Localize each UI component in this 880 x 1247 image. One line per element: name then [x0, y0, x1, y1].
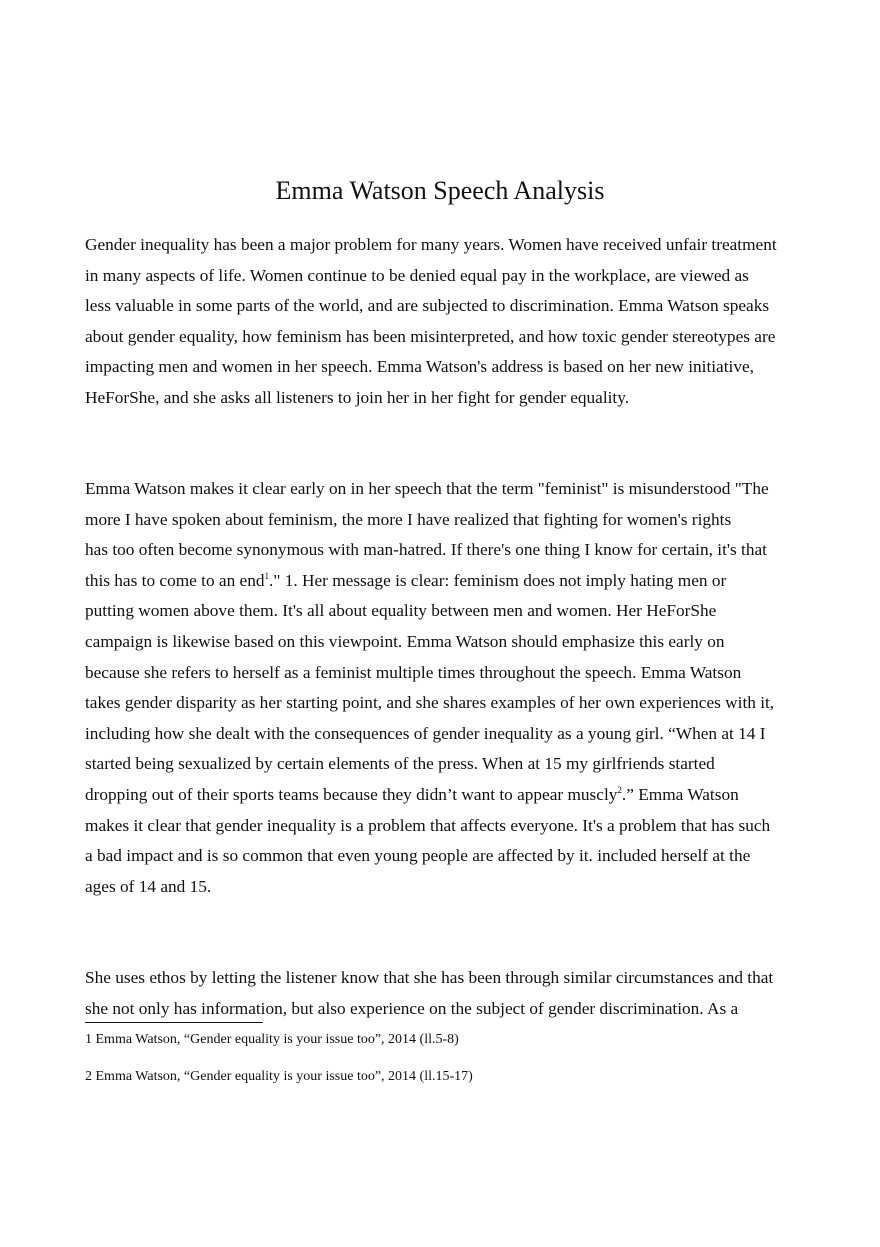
paragraph-line: a bad impact and is so common that even young people are affected by it. included herself at the [85, 846, 751, 866]
paragraph-line: she not only has information, but also experience on the subject of gender discrimination. As a [85, 998, 739, 1018]
footnote-2: 2 Emma Watson, “Gender equality is your issue too”, 2014 (ll.15-17) [85, 1069, 473, 1084]
document-title: Emma Watson Speech Analysis [275, 176, 605, 205]
footnote-divider [85, 1022, 263, 1023]
paragraph-feminism [85, 474, 800, 902]
line-text: this has to come to an end [85, 570, 265, 590]
paragraph-line: because she refers to herself as a feminist multiple times throughout the speech. Emma Watson [85, 662, 742, 682]
paragraph-line: less valuable in some parts of the world, and are subjected to discrimination. Emma Watson speaks [85, 296, 770, 316]
paragraph-line [85, 566, 800, 597]
footnote-1: 1 Emma Watson, “Gender equality is your issue too”, 2014 (ll.5-8) [85, 1032, 459, 1047]
paragraph-line: including how she dealt with the consequences of gender inequality as a young girl. “When at 14 I [85, 723, 766, 743]
paragraph-line: campaign is likewise based on this viewpoint. Emma Watson should emphasize this early on [85, 631, 725, 651]
paragraph-line: about gender equality, how feminism has been misinterpreted, and how toxic gender stereotypes are [85, 326, 776, 346]
paragraph-line: putting women above them. It's all about equality between men and women. Her HeForShe [85, 601, 717, 621]
paragraph-line: Emma Watson makes it clear early on in her speech that the term "feminist" is misunderstood "The [85, 479, 769, 498]
paragraph-line: has too often become synonymous with man-hatred. If there's one thing I know for certain, it's that [85, 540, 767, 560]
line-text: ." 1. Her message is clear: feminism does not imply hating men or [269, 570, 727, 590]
line-text: .” Emma Watson [621, 784, 739, 804]
paragraph-line: She uses ethos by letting the listener know that she has been through similar circumstances and that [85, 968, 774, 987]
paragraph-line: takes gender disparity as her starting point, and she shares examples of her own experiences with it, [85, 693, 775, 713]
paragraph-line: Gender inequality has been a major problem for many years. Women have received unfair treatment [85, 235, 777, 254]
paragraph-line: more I have spoken about feminism, the more I have realized that fighting for women's rights [85, 509, 732, 529]
paragraph-line: ages of 14 and 15. [85, 876, 212, 896]
paragraph-line: impacting men and women in her speech. Emma Watson's address is based on her new initiative, [85, 357, 754, 377]
paragraph-intro [85, 230, 800, 414]
paragraph-line: started being sexualized by certain elements of the press. When at 15 my girlfriends started [85, 754, 715, 774]
paragraph-ethos [85, 963, 800, 1024]
footnote-reference-1[interactable]: 1 [264, 570, 269, 581]
paragraph-line: makes it clear that gender inequality is a problem that affects everyone. It's a problem that has such [85, 815, 771, 835]
footnote-reference-2[interactable]: 2 [617, 784, 622, 795]
paragraph-line: in many aspects of life. Women continue to be denied equal pay in the workplace, are viewed as [85, 265, 749, 285]
line-text: dropping out of their sports teams because they didn’t want to appear muscly [85, 784, 618, 804]
paragraph-line: HeForShe, and she asks all listeners to join her in her fight for gender equality. [85, 387, 630, 407]
paragraph-line [85, 780, 800, 811]
